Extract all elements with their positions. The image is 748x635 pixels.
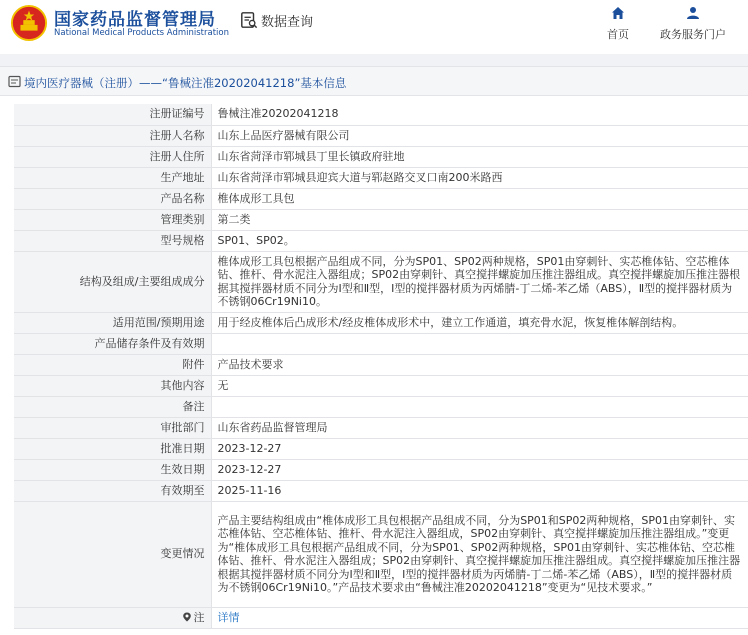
national-emblem-icon [10,4,48,42]
nav-home[interactable] [598,6,638,44]
table-row [14,188,748,209]
user-icon [686,6,700,20]
data-query-icon [240,11,258,29]
home-icon [611,6,625,20]
table-row [14,167,748,188]
field-label: 变更情况 [14,501,211,607]
field-value: 山东省菏泽市郓城县迎宾大道与郓赵路交叉口南200米路西 [211,167,748,188]
field-value: 用于经皮椎体后凸成形术/经皮椎体成形术中，建立工作通道，填充骨水泥，恢复椎体解剖结构。 [211,312,748,333]
field-label: 备注 [14,396,211,417]
field-label: 注册人名称 [14,125,211,146]
header-divider [0,54,748,66]
table-row [14,375,748,396]
field-label: 结构及组成/主要组成成分 [14,251,211,312]
table-row [14,251,748,312]
field-value: 产品主要结构组成由“椎体成形工具包根据产品组成不同，分为SP01和SP02两种规格，SP01由穿刺针、实芯椎体钻、空芯椎体钻、推杆、骨水泥注入器组成，SP02由穿刺针、真空搅拌螺旋加压推注器组成。”变更为“椎体成形工具包根据产品组成不同，分为SP01、SP02两种规格，SP01由穿刺针、实芯椎体钻、空芯椎体钻、推杆、骨水泥注入器组成；SP02由穿刺针、真空搅拌螺旋加压推注器组成。真空搅拌螺旋加压推注器根据其搅拌器材质不同分为Ⅰ型和Ⅱ型，Ⅰ型的搅拌器材质为丙烯腈-丁二烯-苯乙烯（ABS），Ⅱ型的搅拌器材质为不锈钢06Cr19Ni10。”产品技术要求由“鲁械注准20202041218”变更为“见技术要求。” [211,501,748,607]
field-label: 批准日期 [14,438,211,459]
field-value: 2023-12-27 [211,459,748,480]
field-value: 椎体成形工具包根据产品组成不同，分为SP01、SP02两种规格，SP01由穿刺针、实芯椎体钻、空芯椎体钻、推杆、骨水泥注入器组成；SP02由穿刺针、真空搅拌螺旋加压推注器组成。真空搅拌螺旋加压推注器根据其搅拌器材质不同分为Ⅰ型和Ⅱ型，Ⅰ型的搅拌器材质为丙烯腈-丁二烯-苯乙烯（ABS），Ⅱ型的搅拌器材质为不锈钢06Cr19Ni10。 [211,251,748,312]
field-label: 注 [193,610,205,624]
location-pin-icon [182,612,192,622]
field-label: 其他内容 [14,375,211,396]
nav-gov-services[interactable] [652,6,734,44]
table-row [14,480,748,501]
table-row [14,104,748,125]
field-value-cell [211,607,748,628]
registration-detail-table [14,104,748,629]
field-label: 适用范围/预期用途 [14,312,211,333]
field-value [211,333,748,354]
field-label: 产品储存条件及有效期 [14,333,211,354]
field-label: 有效期至 [14,480,211,501]
table-row [14,333,748,354]
field-label: 生产地址 [14,167,211,188]
field-value: 2025-11-16 [211,480,748,501]
table-row [14,354,748,375]
record-title-bar [0,66,748,96]
site-header [0,0,748,54]
table-row [14,438,748,459]
table-row [14,501,748,607]
field-label: 注册人住所 [14,146,211,167]
field-value: 山东上品医疗器械有限公司 [211,125,748,146]
table-row [14,125,748,146]
table-row [14,396,748,417]
field-value: 第二类 [211,209,748,230]
field-label: 注册证编号 [14,104,211,125]
field-label: 型号规格 [14,230,211,251]
field-label: 产品名称 [14,188,211,209]
document-icon [8,75,21,88]
section-title: 数据查询 [261,15,314,30]
table-row [14,146,748,167]
field-value: 山东省菏泽市郓城县丁里长镇政府驻地 [211,146,748,167]
field-label: 管理类别 [14,209,211,230]
table-row [14,209,748,230]
field-value: 2023-12-27 [211,438,748,459]
field-label: 附件 [14,354,211,375]
field-value: 鲁械注准20202041218 [211,104,748,125]
field-label: 审批部门 [14,417,211,438]
field-value: 椎体成形工具包 [211,188,748,209]
details-link[interactable]: 详情 [217,610,240,624]
note-label-cell [14,607,211,628]
table-row [14,607,748,628]
record-title: 境内医疗器械（注册）——“鲁械注准20202041218”基本信息 [24,76,347,90]
agency-name-en[interactable]: National Medical Products Administration [54,28,229,38]
field-value: SP01、SP02。 [211,230,748,251]
table-row [14,312,748,333]
field-value [211,396,748,417]
nav-home-label: 首页 [607,28,629,41]
field-value: 无 [211,375,748,396]
table-row [14,459,748,480]
agency-name-cn[interactable]: 国家药品监督管理局 [54,10,216,30]
field-value: 山东省药品监督管理局 [211,417,748,438]
table-row [14,417,748,438]
nav-gov-services-label: 政务服务门户 [660,28,726,41]
field-label: 生效日期 [14,459,211,480]
table-row [14,230,748,251]
field-value: 产品技术要求 [211,354,748,375]
